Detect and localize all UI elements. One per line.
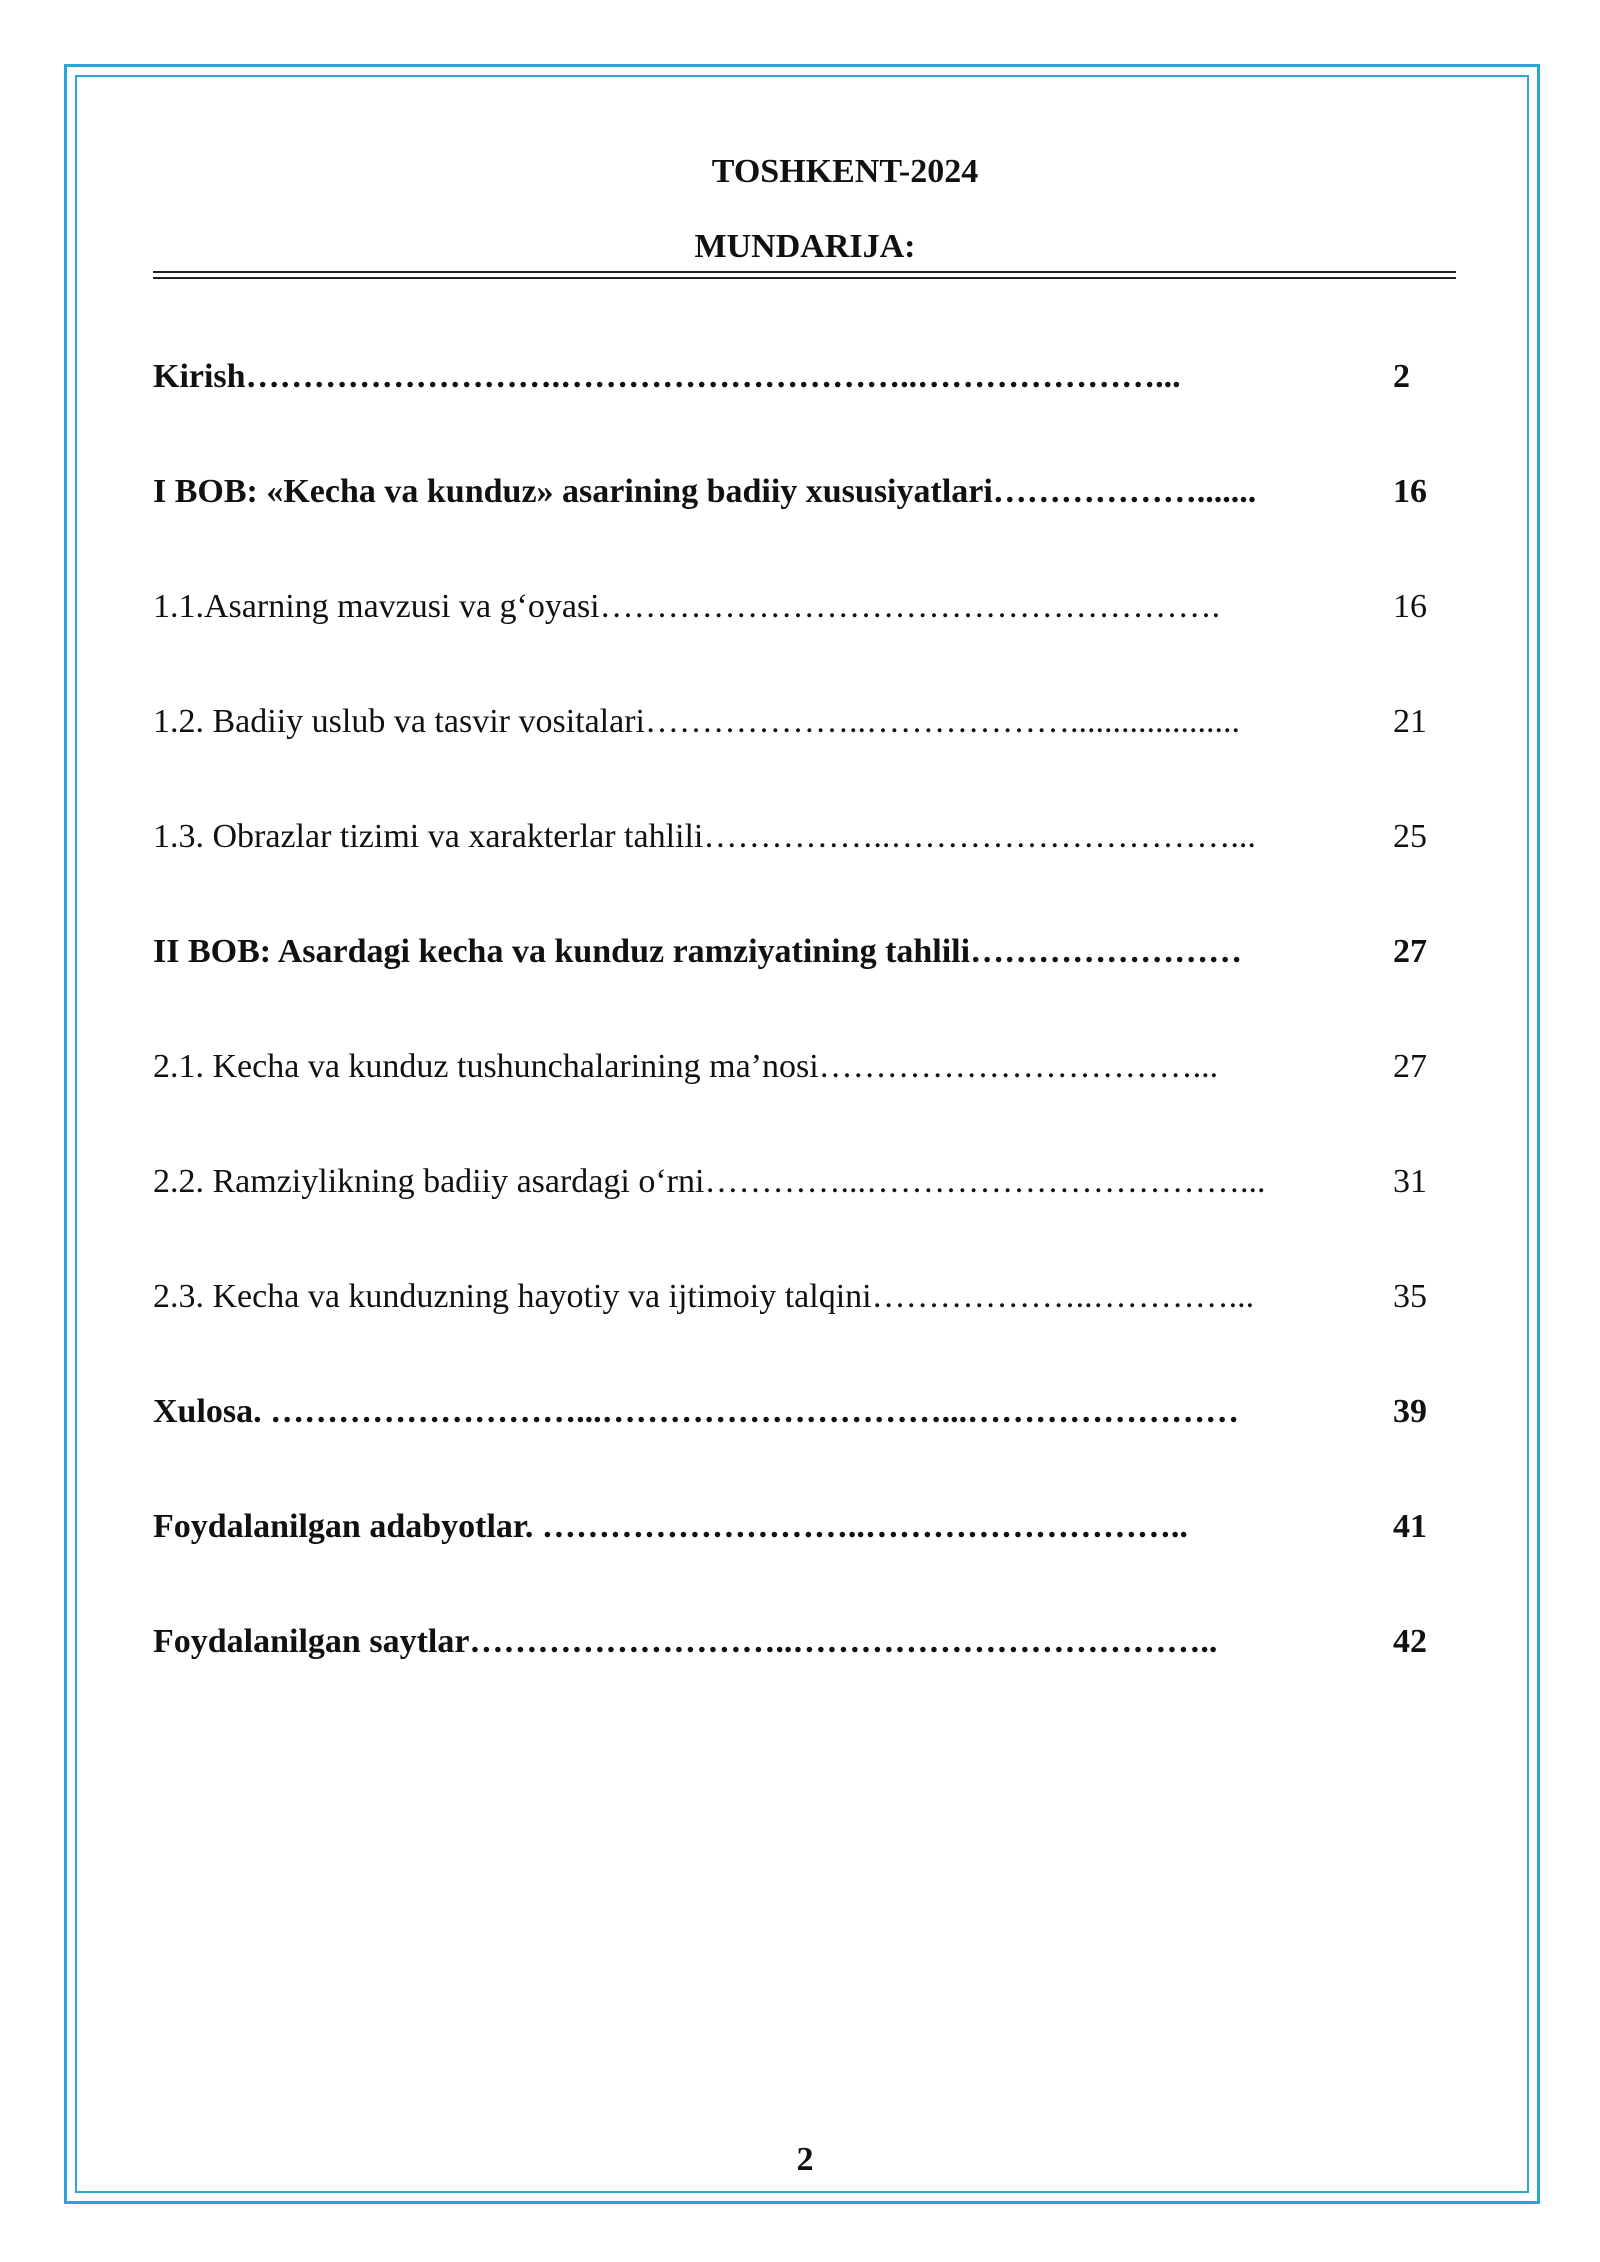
toc-entry-title: 2.2. Ramziylikning badiiy asardagi o‘rni…………...……………………………...	[153, 1163, 1266, 1200]
toc-entry-page: 16	[1393, 473, 1427, 510]
toc-entry-page: 21	[1393, 703, 1427, 740]
title-double-rule	[153, 271, 1456, 279]
toc-entry	[153, 700, 1453, 815]
page-number: 2	[796, 2141, 814, 2178]
toc-entry-page: 41	[1393, 1508, 1427, 1545]
toc-entry-page: 2	[1393, 358, 1410, 395]
toc-entry-title: 1.3. Obrazlar tizimi va xarakterlar tahlili……………..…………………………...	[153, 818, 1256, 855]
toc-entry-title: Xulosa. ………………………...…………………………...……………………	[153, 1393, 1240, 1430]
toc-entry-page: 27	[1393, 933, 1427, 970]
toc-entry-page: 16	[1393, 588, 1427, 625]
toc-entry-title: 1.1.Asarning mavzusi va g‘oyasi……………………………………………….	[153, 588, 1221, 625]
toc-title: MUNDARIJA:	[694, 228, 916, 265]
toc-entry-title: Foydalanilgan adabyotlar. ………………………..………………………..	[153, 1508, 1188, 1545]
toc-entry-page: 27	[1393, 1048, 1427, 1085]
toc-entry-page: 42	[1393, 1623, 1427, 1660]
toc-entry-title: I BOB: «Kecha va kunduz» asarining badiiy xususiyatlari……………….......	[153, 473, 1257, 510]
toc-entry-page: 25	[1393, 818, 1427, 855]
city-year-heading: TOSHKENT-2024	[711, 153, 979, 190]
toc-entry-title: 2.3. Kecha va kunduzning hayotiy va ijtimoiy talqini………………..…………...	[153, 1278, 1255, 1315]
toc-entry-title: 2.1. Kecha va kunduz tushunchalarining ma’nosi……………………………...	[153, 1048, 1219, 1085]
toc-entry	[153, 1620, 1453, 1735]
toc-entry	[153, 585, 1453, 700]
toc-entry	[153, 1505, 1453, 1620]
toc-entry	[153, 815, 1453, 930]
toc-entry	[153, 1045, 1453, 1160]
toc-entry	[153, 1390, 1453, 1505]
toc-entry-title: 1.2. Badiiy uslub va tasvir vositalari………………..………………....................	[153, 703, 1240, 740]
toc-entry	[153, 1160, 1453, 1275]
toc-entry	[153, 470, 1453, 585]
toc-entry-title: Foydalanilgan saytlar………………………..………………………………..	[153, 1623, 1218, 1660]
table-of-contents	[153, 355, 1453, 1735]
toc-entry-page: 31	[1393, 1163, 1427, 1200]
toc-entry-page: 35	[1393, 1278, 1427, 1315]
toc-entry-title: Kirish……………………….…………………………..…………………...	[153, 358, 1181, 395]
toc-entry	[153, 355, 1453, 470]
toc-entry-title: II BOB: Asardagi kecha va kunduz ramziyatining tahlili……………………	[153, 933, 1243, 970]
toc-entry	[153, 1275, 1453, 1390]
toc-entry	[153, 930, 1453, 1045]
toc-entry-page: 39	[1393, 1393, 1427, 1430]
